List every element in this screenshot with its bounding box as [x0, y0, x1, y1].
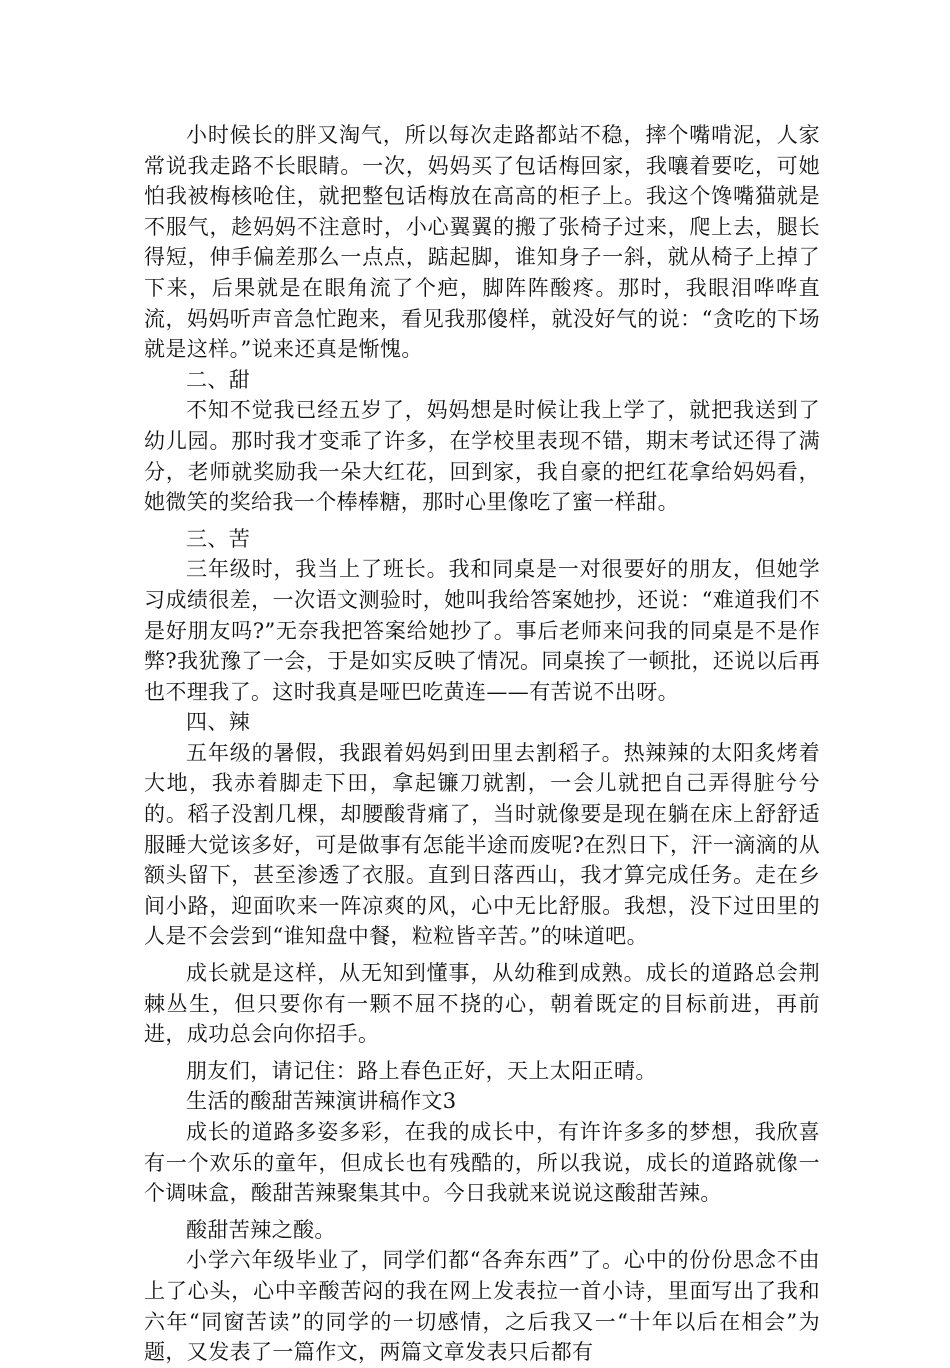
paragraph-essay3-intro: 成长的道路多姿多彩，在我的成长中，有许许多多的梦想，我欣喜有一个欢乐的童年，但成长也有残酷的，所以我说，成长的道路就像一个调味盒，酸甜苦辣聚集其中。今日我就来说说这酸甜苦辣。	[144, 1120, 820, 1206]
paragraph-growth: 成长就是这样，从无知到懂事，从幼稚到成熟。成长的道路总会荆棘丛生，但只要你有一颗不屈不挠的心，朝着既定的目标前进，再前进，成功总会向你招手。	[144, 961, 820, 1047]
paragraph-sweet: 不知不觉我已经五岁了，妈妈想是时候让我上学了，就把我送到了幼儿园。那时我才变乖了许多，在学校里表现不错，期末考试还得了满分，老师就奖励我一朵大红花，回到家，我自豪的把红花拿给妈妈看，她微笑的奖给我一个棒棒糖，那时心里像吃了蜜一样甜。	[144, 398, 820, 515]
paragraph-essay3-sour: 小学六年级毕业了，同学们都“各奔东西”了。心中的份份思念不由上了心头，心中辛酸苦闷的我在网上发表拉一首小诗，里面写出了我和六年“同窗苦读”的同学的一切感情，之后我又一“十年以后在相会”为题，又发表了一篇作文，两篇文章发表只后都有	[144, 1248, 820, 1365]
paragraph-spicy: 五年级的暑假，我跟着妈妈到田里去割稻子。热辣辣的太阳炙烤着大地，我赤着脚走下田，拿起镰刀就割，一会儿就把自己弄得脏兮兮的。稻子没割几棵，却腰酸背痛了，当时就像要是现在躺在床上舒舒适服睡大觉该多好，可是做事有怎能半途而废呢?在烈日下，汗一滴滴的从额头留下，甚至渗透了衣服。直到日落西山，我才算完成任务。走在乡间小路，迎面吹来一阵凉爽的风，心中无比舒服。我想，没下过田里的人是不会尝到“谁知盘中餐，粒粒皆辛苦。”的味道吧。	[144, 740, 820, 949]
paragraph-friends: 朋友们，请记住：路上春色正好，天上太阳正晴。	[186, 1058, 657, 1083]
section-heading-bitter: 三、苦	[186, 526, 251, 551]
document-body	[144, 120, 820, 1368]
section-heading-essay3-sour: 酸甜苦辣之酸。	[186, 1217, 336, 1242]
paragraph-bitter: 三年级时，我当上了班长。我和同桌是一对很要好的朋友，但她学习成绩很差，一次语文测验时，她叫我给答案她抄，还说：“难道我们不是好朋友吗?”无奈我把答案给她抄了。事后老师来问我的同桌是不是作弊?我犹豫了一会，于是如实反映了情况。同桌挨了一顿批，还说以后再也不理我了。这时我真是哑巴吃黄连——有苦说不出呀。	[144, 557, 820, 704]
section-heading-sweet: 二、甜	[186, 367, 251, 392]
essay-title-3: 生活的酸甜苦辣演讲稿作文3	[186, 1089, 457, 1114]
paragraph-childhood-sour: 小时候长的胖又淘气，所以每次走路都站不稳，摔个嘴啃泥，人家常说我走路不长眼睛。一次，妈妈买了包话梅回家，我嚷着要吃，可她怕我被梅核呛住，就把整包话梅放在高高的柜子上。我这个馋嘴猫就是不服气，趁妈妈不注意时，小心翼翼的搬了张椅子过来，爬上去，腿长得短，伸手偏差那么一点点，踮起脚，谁知身子一斜，就从椅子上掉了下来，后果就是在眼角流了个疤，脚阵阵酸疼。那时，我眼泪哗哗直流，妈妈听声音急忙跑来，看见我那傻样，就没好气的说：“贪吃的下场就是这样。”说来还真是惭愧。	[144, 123, 820, 362]
section-heading-spicy: 四、辣	[186, 710, 251, 735]
